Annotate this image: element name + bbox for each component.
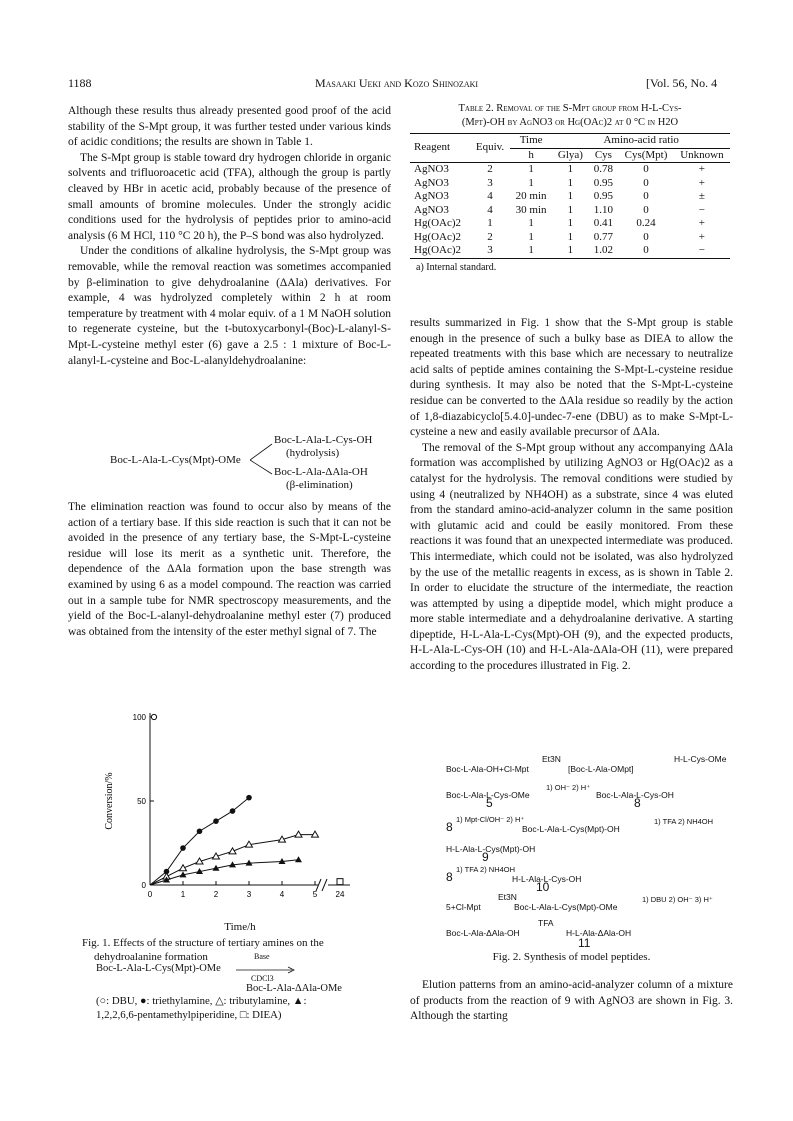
table-cell: 0 (643, 163, 649, 175)
fig2-compound-number: 8 (446, 820, 453, 834)
paragraph: Elution patterns from an amino-acid-analyzer column of a mixture of products from the reaction of 9 with AgNO3 are shown in Fig. 3. Although the starting (410, 979, 733, 1023)
y-tick-label: 50 (137, 797, 146, 806)
table-cell: + (698, 176, 705, 189)
fig2-compound-number: 10 (536, 880, 550, 894)
table-rule (410, 258, 730, 259)
table-cell: Hg(OAc)2 (414, 244, 462, 256)
table-cell: 0 (643, 244, 649, 256)
fig2-line6-left: 5+Cl-Mpt (446, 902, 481, 912)
x-tick-label: 0 (147, 890, 153, 899)
fig2-intermediate: [Boc-L-Ala-OMpt] (568, 764, 634, 774)
table-cell: 1 (528, 230, 534, 243)
left-column (68, 104, 391, 369)
table-cell: 1 (567, 176, 574, 189)
fig2-line3-mid: Boc-L-Ala-L-Cys(Mpt)-OH (522, 824, 620, 834)
table-cell: + (698, 230, 705, 243)
table-cell: AgNO3 (414, 190, 449, 202)
fig1-caption-line: Fig. 1. Effects of the structure of tertiary amines on the (82, 937, 324, 949)
fig2-line2-left: Boc-L-Ala-L-Cys-OMe (446, 790, 530, 800)
data-point-triethylamine (230, 808, 236, 814)
table-header-row (410, 134, 730, 148)
paragraph: Although these results thus already presented good proof of the acid stability of the S-Mpt group, it was further tested under various kinds of acidic conditions; the results are shown in Table 1. (68, 105, 391, 149)
table2-caption-line: Table 2. Removal of the S-Mpt group from H-L-Cys- (458, 103, 682, 114)
table-cell: ± (698, 190, 705, 202)
fig2-reagent: 1) Mpt-Cl/OH⁻ 2) H⁺ (456, 815, 525, 824)
table-cell: 1 (567, 190, 574, 202)
col-header: Time (510, 134, 553, 148)
fig2-reagent: H-L-Cys-OMe (674, 754, 727, 764)
fig1-equation (96, 950, 396, 992)
fig2-reagent: Et3N (498, 892, 517, 902)
x-tick-label: 4 (279, 890, 285, 899)
fig1-eq-reactant: Boc-L-Ala-L-Cys(Mpt)-OMe (96, 963, 221, 974)
table-cell: − (698, 244, 705, 256)
volume-label: [Vol. 56, No. 4 (646, 76, 718, 90)
table-cell: Hg(OAc)2 (414, 217, 462, 229)
running-head-authors: Masaaki Ueki and Kozo Shinozaki (314, 76, 479, 90)
fig2-reagent: TFA (538, 918, 554, 928)
table-row (410, 190, 730, 204)
table-cell: 0 (643, 190, 649, 202)
fig2-compound-number: 9 (482, 850, 489, 864)
table-cell: 20 min (515, 190, 547, 202)
table-cell: 0.95 (593, 176, 613, 189)
table-cell: 1 (567, 217, 574, 229)
data-point-tributylamine (312, 831, 319, 837)
fig2-compound-number: 5 (486, 796, 493, 810)
fig1-xlabel: Time/h (224, 921, 256, 933)
fig2-line5-right: H-L-Ala-L-Cys-OH (512, 874, 582, 884)
left-column-continued (68, 500, 391, 640)
table-cell: 1 (528, 176, 534, 189)
table2-body (410, 134, 730, 259)
table-cell: 1 (528, 244, 534, 256)
data-point-triethylamine (246, 795, 252, 801)
x-tick-label: 1 (180, 890, 186, 899)
table-row (410, 177, 730, 191)
fig2-line2-right: Boc-L-Ala-L-Cys-OH (596, 790, 674, 800)
table-cell: 1.02 (593, 244, 613, 256)
data-point-1-2-2-6-6-pentamethylpiperidine (295, 856, 302, 862)
table-cell: 30 min (515, 203, 547, 216)
data-point-DBU (151, 714, 156, 719)
paragraph: The S-Mpt group is stable toward dry hydrogen chloride in organic solvents and trifluoroacetic acid (TFA), although the group is partly cleaved by HBr in acetic acid, probably because of the presence of small amounts of bromine molecules. Under the strongly acidic conditions used for the hydrolysis of peptides prior to amino-acid analysis (6 M HCl, 110 °C 20 h), the P–S bond was also hydrolyzed. (68, 151, 391, 242)
y-tick-label: 100 (132, 713, 146, 722)
figure-2 (446, 752, 736, 962)
data-point-DIEA (337, 879, 343, 885)
table-cell: 0.24 (636, 217, 656, 229)
right-column (410, 316, 733, 675)
table-cell: 1.10 (593, 203, 613, 216)
table-cell: 0.78 (593, 163, 613, 175)
col-header: Equiv. (475, 141, 505, 154)
table-cell: 1 (567, 203, 574, 216)
fig1-eq-product: Boc-L-Ala-ΔAla-OMe (246, 983, 342, 994)
fig2-line7-right: H-L-Ala-ΔAla-OH (566, 928, 632, 938)
fig2-compound-number: 8 (446, 870, 453, 884)
hydrolysis-reaction-scheme (110, 434, 390, 496)
col-header: Amino-acid ratio (552, 134, 730, 148)
hydrolysis-note: (hydrolysis) (286, 447, 340, 459)
table-cell: 0 (643, 230, 649, 243)
table-cell: 1 (528, 217, 534, 229)
table-cell: 3 (487, 244, 493, 256)
table-cell: 1 (567, 163, 574, 175)
fig2-line1: Boc-L-Ala-OH+Cl-Mpt (446, 764, 529, 774)
fig1-chart (90, 700, 390, 920)
table-row (410, 163, 730, 177)
col-header: Cys (594, 148, 612, 161)
x-tick-label: 24 (335, 890, 345, 899)
table-row (410, 204, 730, 218)
table-cell: 0 (643, 203, 649, 216)
table-row (410, 231, 730, 245)
table-cell: 0.77 (593, 230, 613, 243)
right-column-end (410, 978, 733, 1025)
x-tick-label: 3 (246, 890, 252, 899)
figure-1 (90, 700, 390, 920)
y-axis-label: Conversion/% (104, 772, 115, 830)
table2-caption (410, 102, 730, 130)
fig1-eq-arrow (236, 966, 296, 974)
col-header: Reagent (414, 141, 451, 154)
table-cell: Hg(OAc)2 (414, 230, 462, 243)
fig1-legend (96, 994, 396, 1022)
fig2-line4: H-L-Ala-L-Cys(Mpt)-OH (446, 844, 536, 854)
elimination-note: (β-elimination) (286, 479, 353, 491)
fig2-reagent: 1) OH⁻ 2) H⁺ (546, 783, 591, 792)
table-cell: 4 (487, 203, 493, 216)
table2-caption-line: (Mpt)-OH by AgNO3 or Hg(OAc)2 at 0 °C in H2O (461, 117, 679, 128)
table-cell: 2 (487, 230, 493, 243)
table-cell: 1 (567, 230, 574, 243)
table-cell: 0.95 (593, 190, 613, 202)
table-2 (410, 102, 730, 273)
table-cell: + (698, 217, 705, 229)
y-tick-label: 0 (141, 881, 146, 890)
table-cell: 0.41 (593, 217, 613, 229)
fig2-compound-number: 8 (634, 796, 641, 810)
table-cell: AgNO3 (414, 203, 449, 216)
fig2-line6-mid: Boc-L-Ala-L-Cys(Mpt)-OMe (514, 902, 618, 912)
fig2-caption: Fig. 2. Synthesis of model peptides. (492, 951, 651, 963)
data-point-triethylamine (180, 845, 186, 851)
table-cell: 4 (487, 190, 493, 202)
fig1-legend-line: (○: DBU, ●: triethylamine, △: tributylamine, ▲: (96, 995, 307, 1007)
paragraph: The removal of the S-Mpt group without any accompanying ΔAla formation was accomplished by utilizing AgNO3 or Hg(OAc)2 as a catalyst for the hydrolysis. The removal conditions were studied by using 4 (neutralized by NH4OH) as a substrate, since 4 was eluted from the standard amino-acid-analyzer column in the same position with glutamic acid and could be easily monitored. From these reactions it was found that an unexpected intermediate was produced. This intermediate, which could not be isolated, was also hydrolyzed by the use of the metallic reagents in excess, as is shown in Table 2. In order to elucidate the structure of the intermediate, the reaction was attempted by using a dipeptide model, which might produce a more stable intermediate and a dehydroalanine derivative. A starting dipeptide, H-L-Ala-L-Cys(Mpt)-OH (9), and the expected products, H-L-Ala-L-Cys-OH (10) and H-L-Ala-ΔAla-OH (11), were prepared according to the procedures illustrated in Fig. 2. (410, 441, 733, 673)
fig2-reagent: 1) TFA 2) NH4OH (456, 865, 516, 874)
fig1-eq-solvent: CDCl3 (251, 974, 274, 983)
branch-arrows (250, 440, 274, 480)
elimination-product: Boc-L-Ala-ΔAla-OH (274, 466, 368, 478)
data-point-triethylamine (213, 818, 219, 824)
hydrolysis-product: Boc-L-Ala-L-Cys-OH (274, 434, 373, 446)
table-row (410, 244, 730, 258)
fig2-reagent: 1) TFA 2) NH4OH (654, 817, 714, 826)
paragraph: Under the conditions of alkaline hydrolysis, the S-Mpt group was removable, while the removal reaction was sometimes accompanied by β-elimination to give dehydroalanine (ΔAla) derivatives. For example, 4 was hydrolyzed completely within 2 h at room temperature by treatment with 4 molar equiv. of a 1 M NaOH solution to regenerate cysteine, but the t-butoxycarbonyl-(Boc)-L-alanyl-S-Mpt-L-cysteine methyl ester (6) gave a 2.5 : 1 mixture of Boc-L-alanyl-L-cysteine and Boc-L-alanyldehydroalanine: (68, 245, 391, 367)
data-point-tributylamine (295, 831, 302, 837)
table-cell: 1 (567, 244, 574, 256)
reactant: Boc-L-Ala-L-Cys(Mpt)-OMe (110, 454, 241, 466)
fig2-reagent: Et3N (542, 754, 561, 764)
x-tick-label: 2 (213, 890, 219, 899)
table-cell: 0 (643, 176, 649, 189)
table-cell: 1 (528, 163, 534, 175)
table-cell: 2 (487, 163, 493, 175)
table-cell: AgNO3 (414, 176, 449, 189)
table-cell: AgNO3 (414, 163, 449, 175)
table-cell: − (698, 203, 705, 216)
fig2-compound-number: 11 (578, 936, 591, 950)
fig1-eq-base: Base (254, 952, 270, 961)
fig2-line7-left: Boc-L-Ala-ΔAla-OH (446, 928, 520, 938)
table-cell: + (698, 163, 705, 175)
paragraph: results summarized in Fig. 1 show that the S-Mpt group is stable enough in the presence of such a bulky base as DIEA to allow the repeated treatments with this base which are necessary to neutralize acid salts of peptide amines containing the S-Mpt-L-cysteine residue during synthesis. It may also be noted that the S-Mpt-L-cysteine residue can be converted to the ΔAla residue so readily by the action of 1,8-diazabicyclo[5.4.0]-undec-7-ene (DBU) as to make S-Mpt-L-cysteine a new and easily available precursor of ΔAla. (410, 317, 733, 439)
fig1-caption-line: dehydroalanine formation (94, 951, 208, 963)
table-cell: 3 (487, 176, 493, 189)
col-header: Cys(Mpt) (624, 148, 668, 161)
table-cell: 1 (487, 217, 493, 229)
data-point-triethylamine (197, 828, 203, 834)
fig2-reagent: 1) DBU 2) OH⁻ 3) H⁺ (642, 895, 713, 904)
col-header: Unknown (680, 148, 724, 161)
page-number: 1188 (68, 76, 92, 90)
table2-footnote: a) Internal standard. (416, 261, 497, 273)
x-tick-label: 5 (312, 890, 318, 899)
table-row (410, 217, 730, 231)
paragraph: The elimination reaction was found to occur also by means of the action of a tertiary base. If this side reaction is such that it can not be avoided in the presence of any tertiary base, the S-Mpt-L-cysteine residue will lose its merit as a synthetic unit. Therefore, the dependence of the ΔAla formation upon the base strength was examined by using 6 as a model compound. The reaction was carried out in a sample tube for NMR spectroscopy measurements, and the yield of the Boc-L-alanyl-dehydroalanine methyl ester (7) produced was obtained from the intensity of the ester methyl signal of 7. The (68, 501, 391, 638)
col-header: Glya) (557, 148, 583, 161)
fig1-legend-line: 1,2,2,6,6-pentamethylpiperidine, □: DIEA) (96, 1009, 282, 1021)
col-header: h (528, 148, 534, 161)
